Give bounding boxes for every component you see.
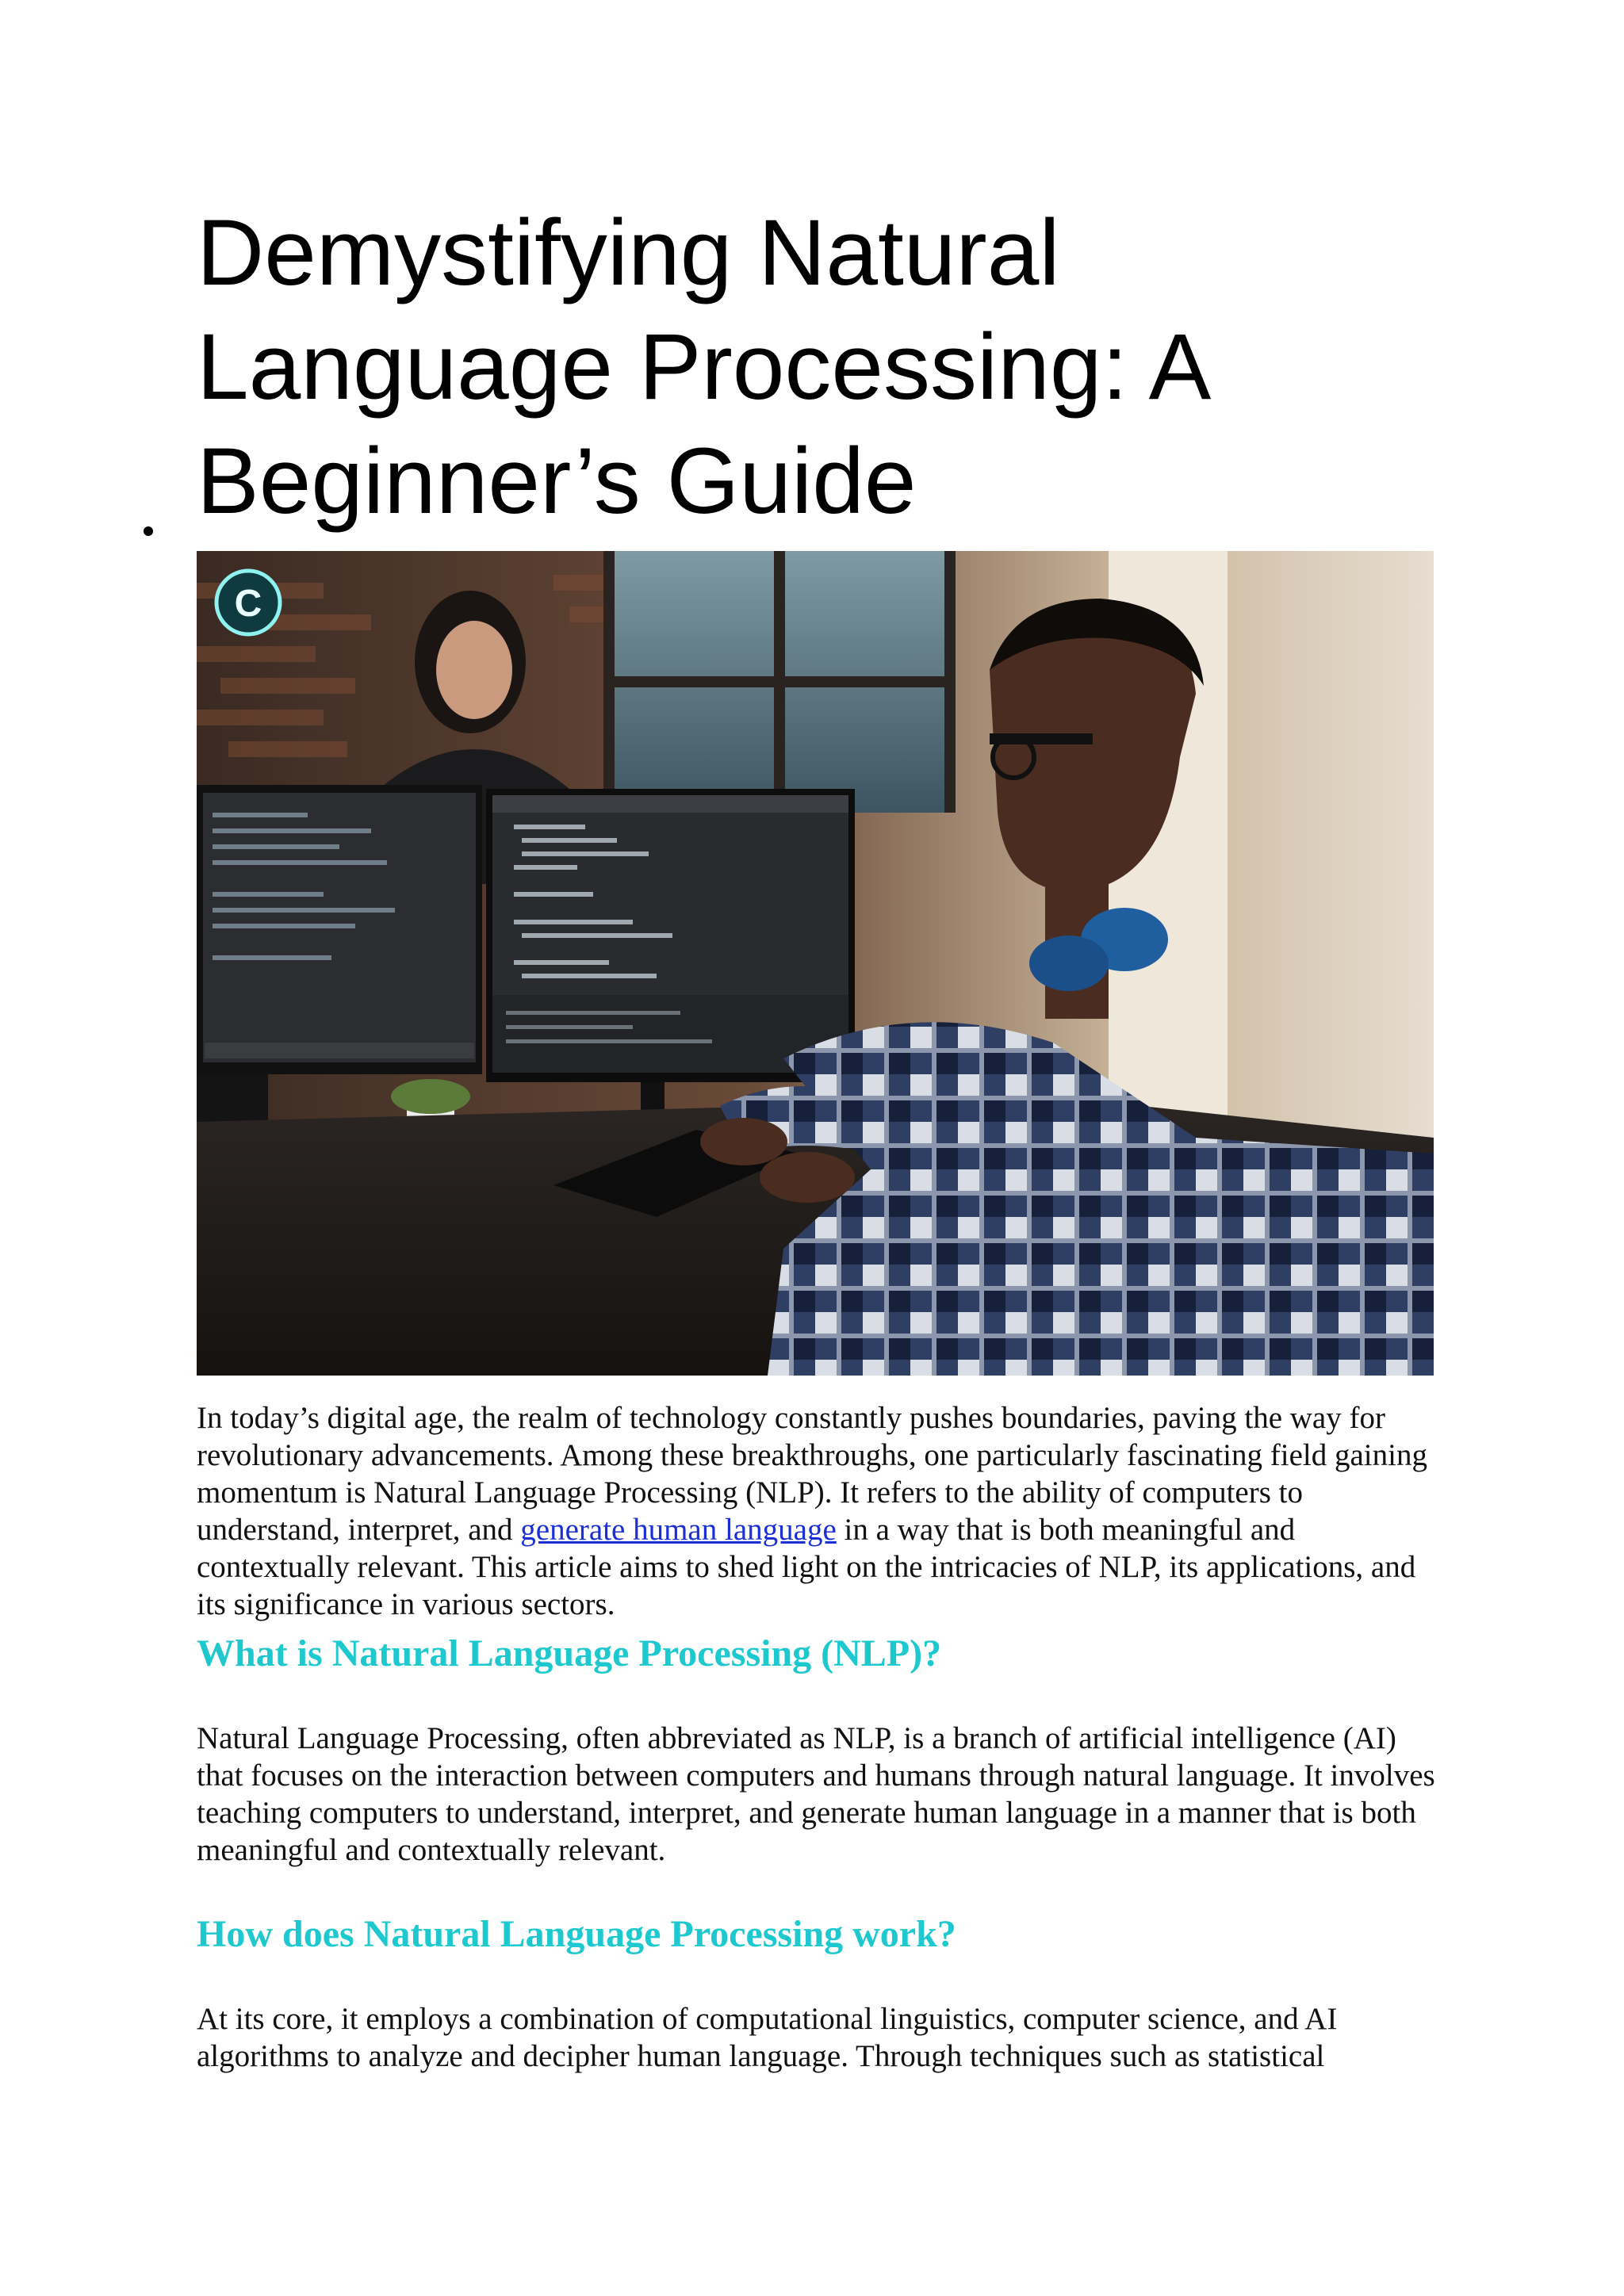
intro-text-before-link: In today’s digital age, the realm of technology constantly pushes boundaries, paving the way for revolutionary advancements. Among these breakthroughs, one particularly fascinating field gaining momentum is Natural Language Processing (NLP). It refers to the ability of computers to understand, interpret, and — [197, 1401, 1427, 1547]
list-bullet — [144, 526, 153, 536]
page-title: Demystifying Natural Language Processing: A Beginner’s Guide — [197, 201, 1206, 534]
logo-letter: C — [234, 583, 262, 625]
hero-image — [197, 551, 1434, 1376]
section-heading-how-nlp-works: How does Natural Language Processing work? — [197, 1913, 956, 1955]
intro-paragraph — [197, 1399, 1442, 1623]
section-body-how-nlp-works: At its core, it employs a combination of computational linguistics, computer science, and AI algorithms to analyze and decipher human language. Through techniques such as statistical — [197, 2002, 1338, 2073]
section-body-what-is-nlp: Natural Language Processing, often abbreviated as NLP, is a branch of artificial intelligence (AI) that focuses on the interaction between computers and humans through natural language. It involves teaching computers to understand, interpret, and generate human language in a manner that is both meaningful and contextually relevant. — [197, 1721, 1435, 1867]
generate-human-language-link[interactable]: generate human language — [520, 1513, 837, 1547]
section-heading-what-is-nlp: What is Natural Language Processing (NLP)? — [197, 1632, 942, 1674]
intro-text-after-link: in a way that is both meaningful and contextually relevant. This article aims to shed light on the intricacies of NLP, its applications, and its significance in various sectors. — [197, 1513, 1416, 1621]
